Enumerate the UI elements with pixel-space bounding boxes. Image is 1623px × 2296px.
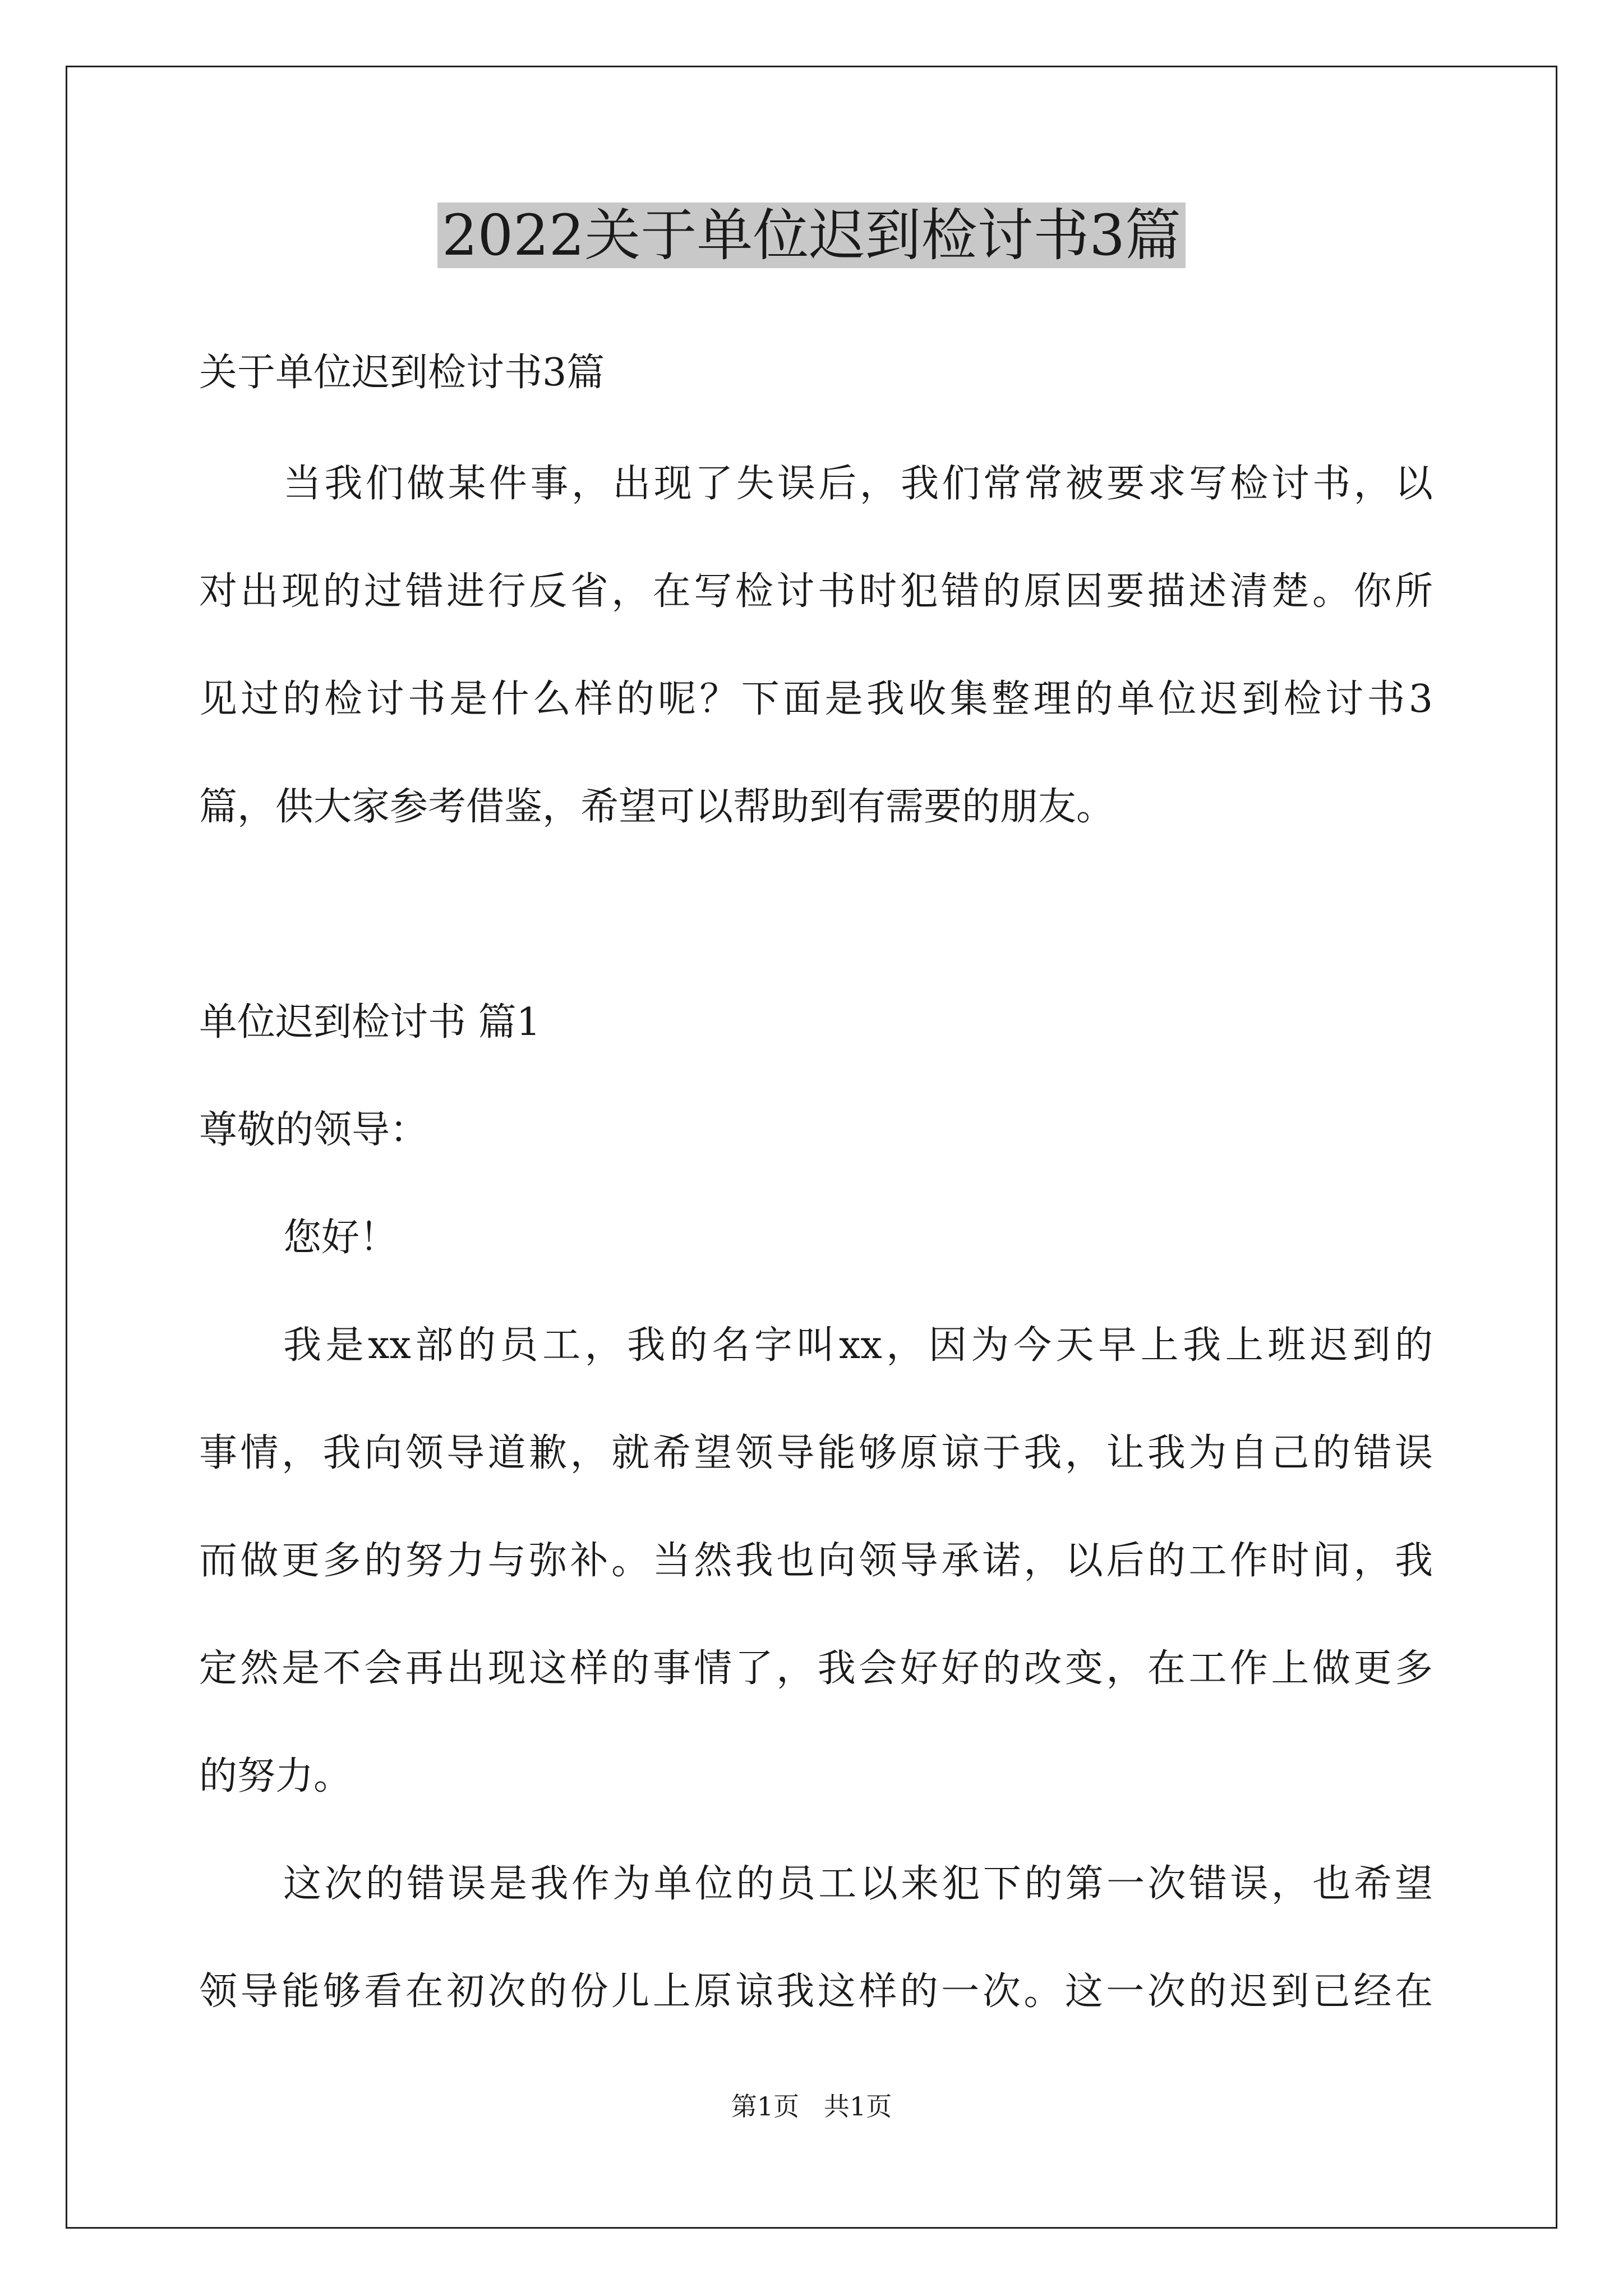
document-title — [0, 199, 1623, 272]
title-text: 2022关于单位迟到检讨书3篇 — [437, 203, 1186, 268]
page-footer: 第1页 共1页 — [731, 2091, 892, 2122]
intro-line-1: 当我们做某件事，出现了失误后，我们常常被要求写检讨书，以 — [283, 462, 1433, 506]
greeting: 您好！ — [283, 1216, 398, 1260]
intro-line-2: 对出现的过错进行反省，在写检讨书时犯错的原因要描述清楚。你所 — [199, 569, 1433, 614]
para1-line-4: 定然是不会再出现这样的事情了，我会好好的改变，在工作上做更多 — [199, 1646, 1433, 1691]
intro-line-4: 篇，供大家参考借鉴，希望可以帮助到有需要的朋友。 — [199, 785, 1115, 829]
document-subtitle: 关于单位迟到检讨书3篇 — [199, 351, 605, 395]
section-heading: 单位迟到检讨书 篇1 — [199, 1000, 541, 1045]
para1-line-1: 我是xx部的员工，我的名字叫xx，因为今天早上我上班迟到的 — [283, 1323, 1433, 1368]
para1-line-3: 而做更多的努力与弥补。当然我也向领导承诺，以后的工作时间，我 — [199, 1539, 1433, 1583]
para2-line-2: 领导能够看在初次的份儿上原谅我这样的一次。这一次的迟到已经在 — [199, 1970, 1433, 2014]
salutation: 尊敬的领导： — [199, 1108, 428, 1152]
para1-line-2: 事情，我向领导道歉，就希望领导能够原谅于我，让我为自己的错误 — [199, 1431, 1433, 1475]
para1-line-5: 的努力。 — [199, 1754, 352, 1798]
intro-line-3: 见过的检讨书是什么样的呢？下面是我收集整理的单位迟到检讨书3 — [199, 677, 1433, 721]
para2-line-1: 这次的错误是我作为单位的员工以来犯下的第一次错误，也希望 — [283, 1862, 1433, 1906]
